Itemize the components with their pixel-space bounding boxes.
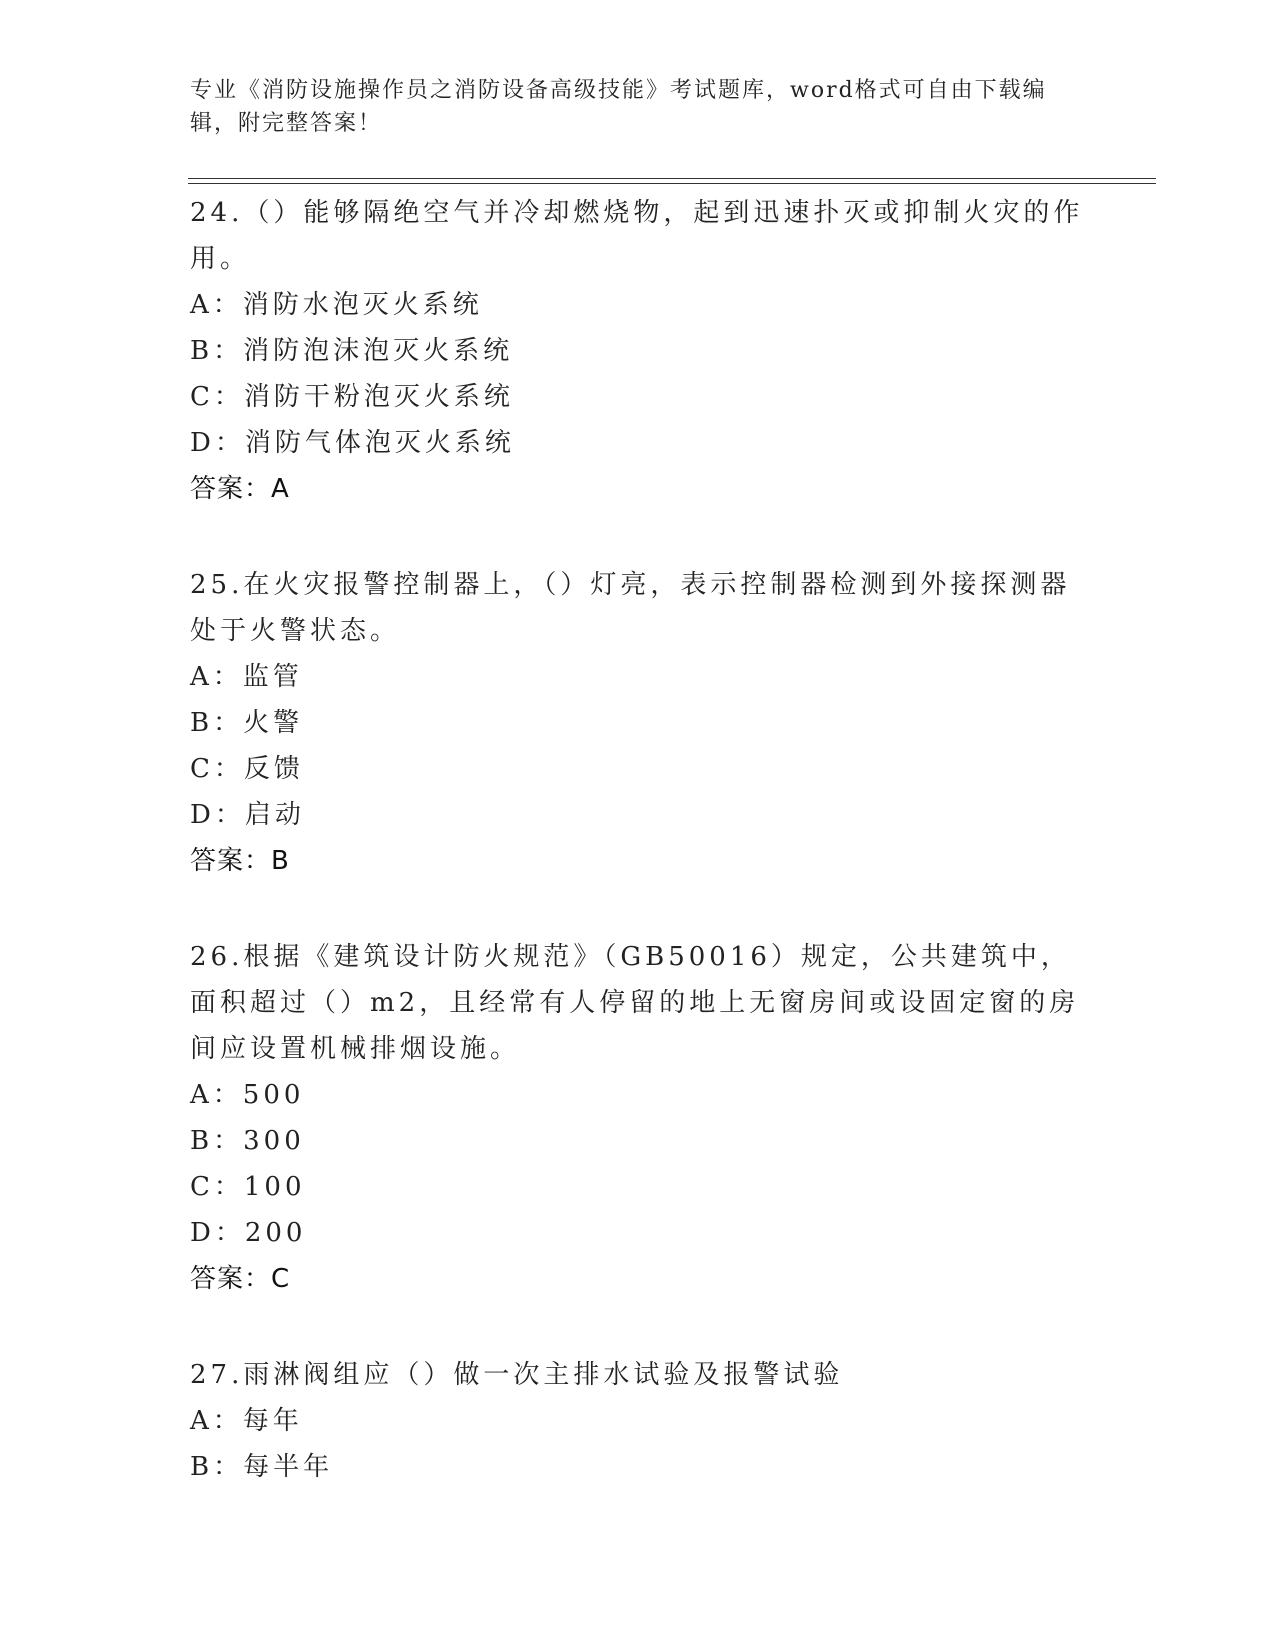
option-c: C：100 (190, 1172, 306, 1202)
option-b: B：火警 (190, 708, 304, 738)
header-divider-top (188, 178, 1156, 179)
option-d: D：启动 (190, 800, 305, 830)
question-27 (190, 1352, 1090, 1490)
question-stem: 27.雨淋阀组应（）做一次主排水试验及报警试验 (190, 1360, 844, 1390)
option-a: A：每年 (190, 1406, 303, 1436)
question-list (190, 190, 1090, 1540)
question-stem: 25.在火灾报警控制器上，（）灯亮，表示控制器检测到外接探测器处于火警状态。 (190, 570, 1071, 646)
option-a: A：500 (190, 1080, 305, 1110)
answer: 答案：B (190, 846, 290, 876)
option-a: A：消防水泡灭火系统 (190, 290, 483, 320)
document-header: 专业《消防设施操作员之消防设备高级技能》考试题库，word格式可自由下载编辑，附完整答案！ (190, 78, 1047, 136)
header-divider-bottom (188, 183, 1156, 184)
question-25 (190, 562, 1090, 884)
option-a: A：监管 (190, 662, 303, 692)
question-26 (190, 934, 1090, 1302)
option-b: B：每半年 (190, 1452, 334, 1482)
question-24 (190, 190, 1090, 512)
question-stem: 24.（）能够隔绝空气并冷却燃烧物，起到迅速扑灭或抑制火灾的作用。 (190, 198, 1084, 274)
option-b: B：300 (190, 1126, 305, 1156)
option-c: C：反馈 (190, 754, 304, 784)
option-c: C：消防干粉泡灭火系统 (190, 382, 514, 412)
option-b: B：消防泡沫泡灭火系统 (190, 336, 514, 366)
option-d: D：消防气体泡灭火系统 (190, 428, 515, 458)
question-stem: 26.根据《建筑设计防火规范》（GB50016）规定，公共建筑中，面积超过（）m2，且经常有人停留的地上无窗房间或设固定窗的房间应设置机械排烟设施。 (190, 942, 1080, 1064)
answer: 答案：A (190, 474, 290, 504)
answer: 答案：C (190, 1264, 291, 1294)
option-d: D：200 (190, 1218, 307, 1248)
